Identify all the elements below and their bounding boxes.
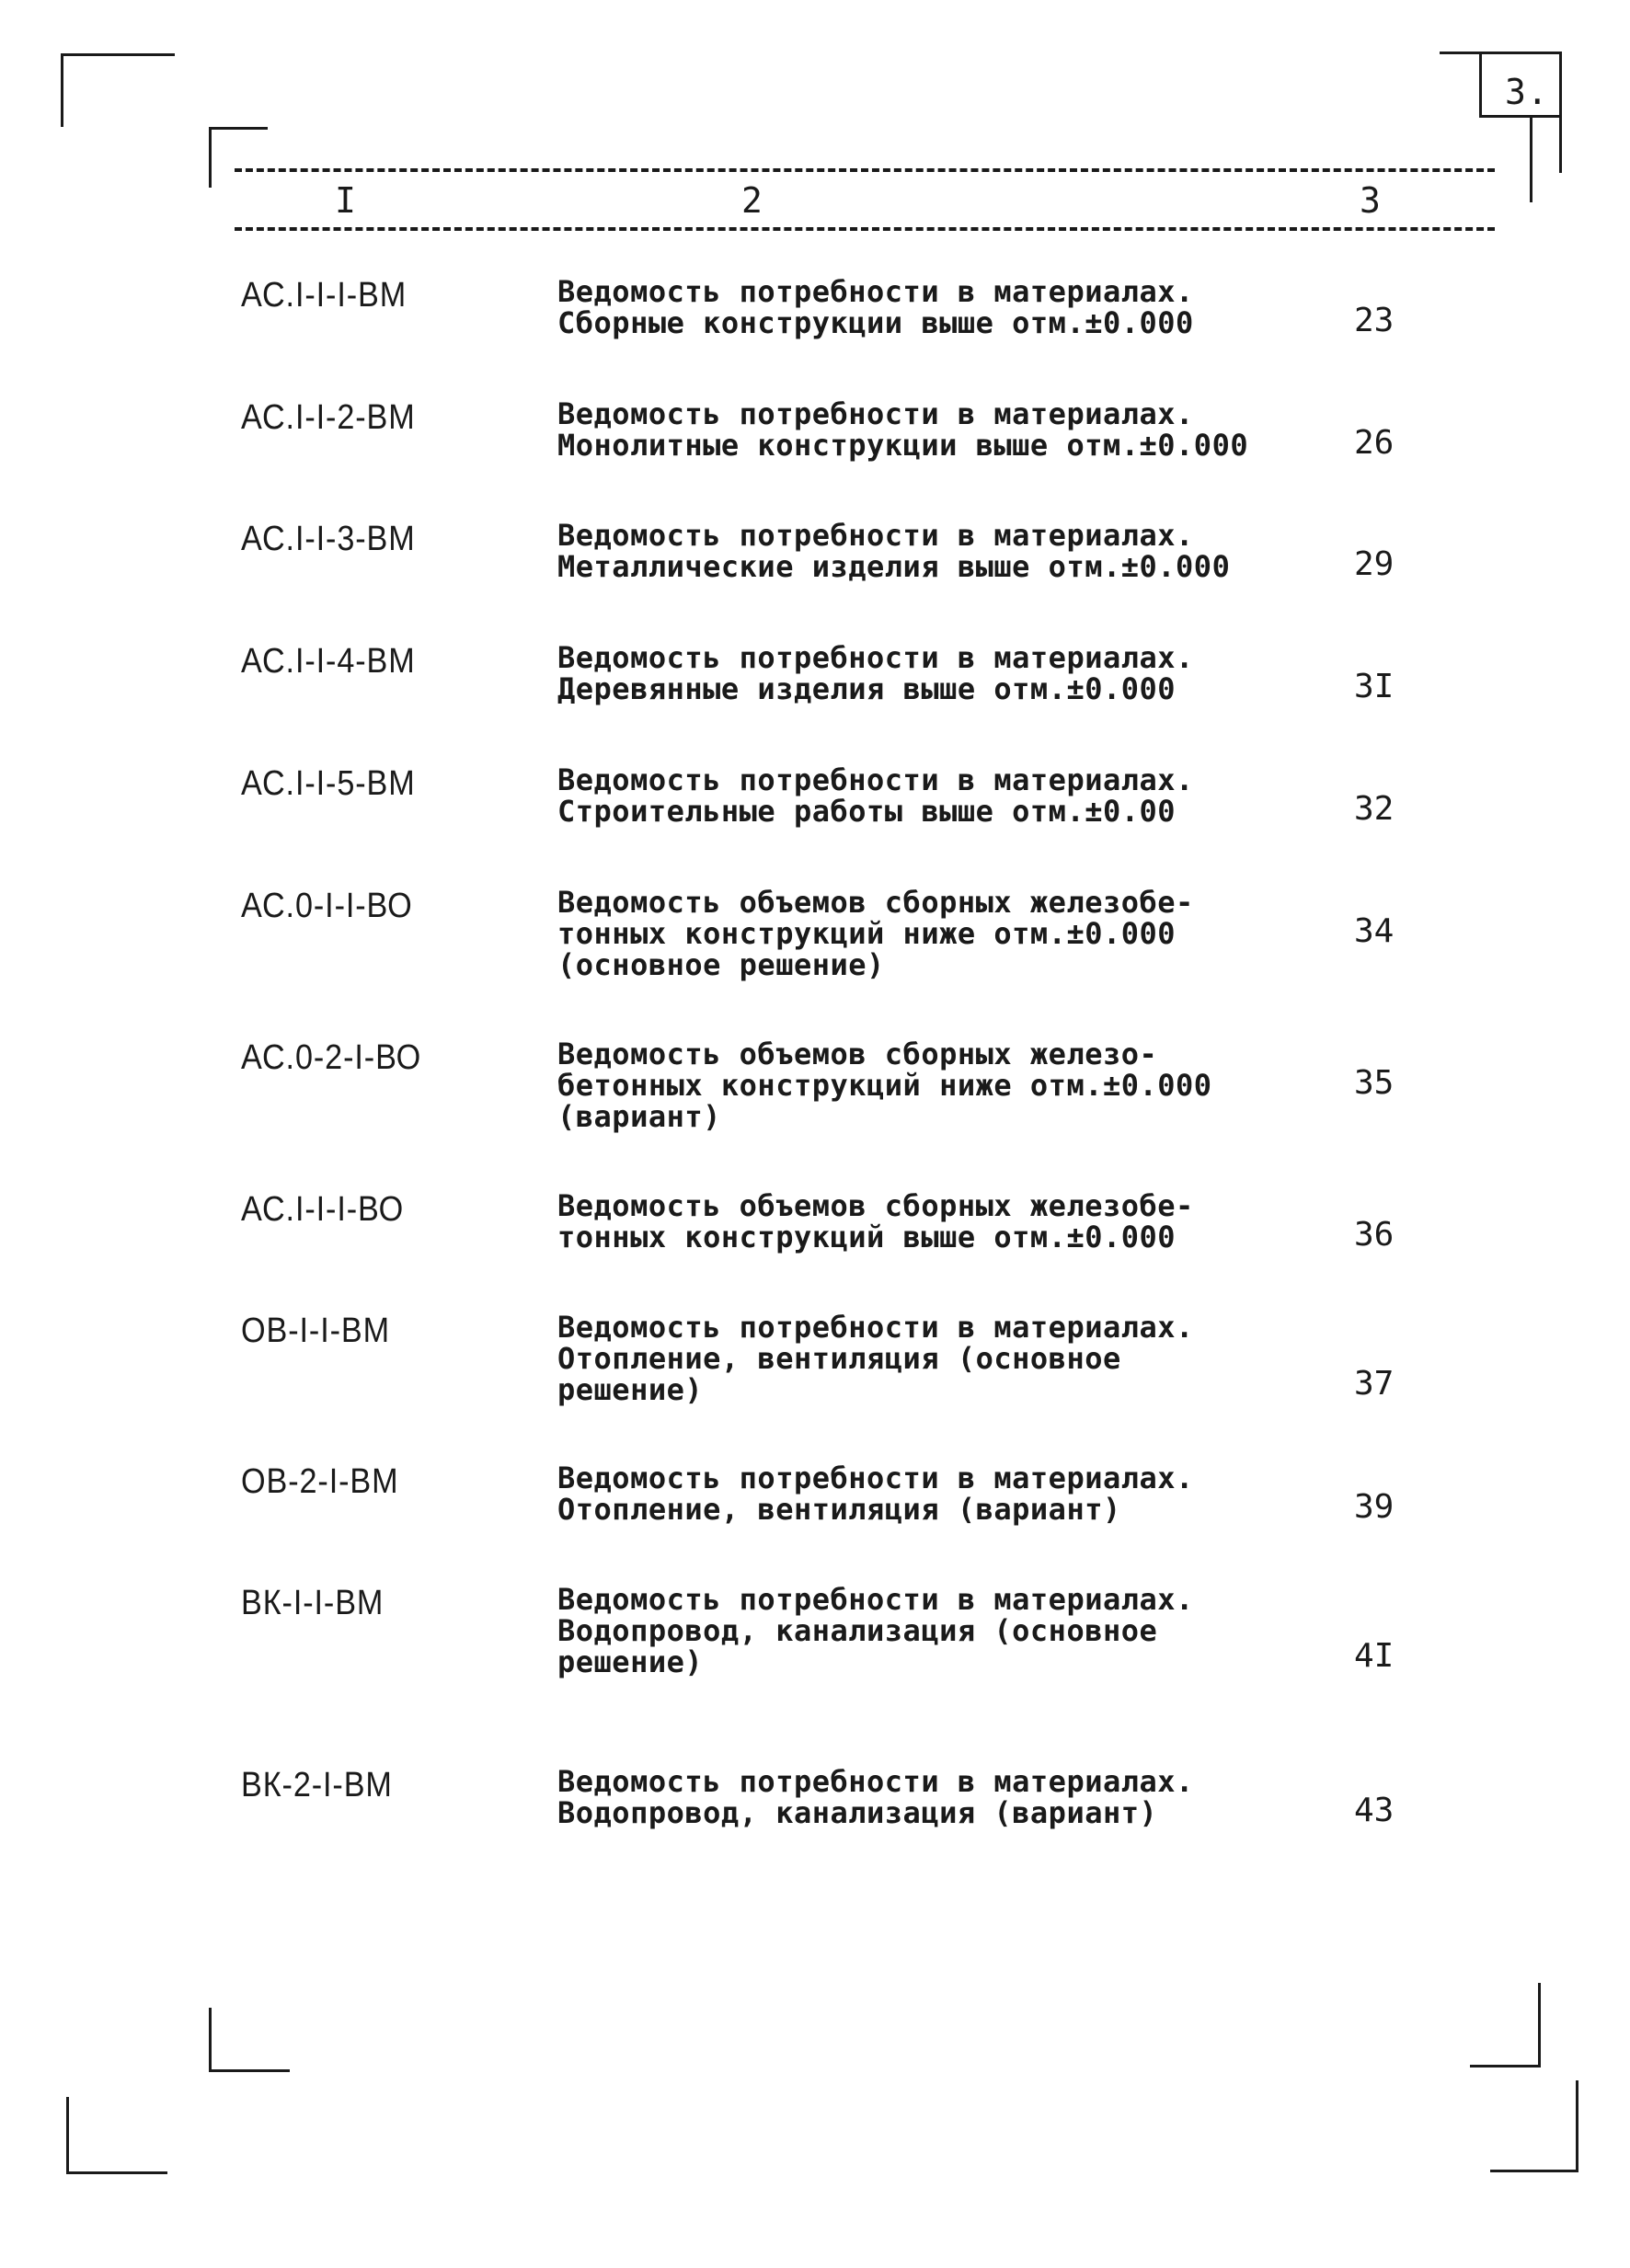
header-rule-bottom [235,227,1495,231]
document-title: Ведомость потребности в материалах. Строительные работы выше отм.±0.00 [557,762,1194,829]
page-ref: 34 [1354,912,1395,950]
page-ref: 23 [1354,302,1395,339]
page-ref: 37 [1354,1365,1395,1403]
corner-mark-bottom-left-v [66,2097,69,2174]
page-ref: 43 [1354,1792,1395,1829]
header-rule-top [235,168,1495,172]
corner-mark-inner-bottom-right-h [1470,2065,1541,2068]
document-code: АС.I-I-I-ВО [241,1190,405,1229]
corner-mark-inner-top-right-v [1530,118,1532,202]
document-title: Ведомость потребности в материалах. Водопровод, канализация (основное решение) [557,1582,1194,1679]
document-code: АС.0-I-I-ВО [241,887,413,925]
corner-mark-top-left-v [61,53,63,127]
corner-mark-inner-top-left-v [209,127,212,188]
page-ref: 39 [1354,1488,1395,1526]
page-ref: 3I [1354,668,1395,705]
page-ref: 29 [1354,545,1395,583]
column-header-3: 3 [1360,180,1381,221]
corner-mark-top-left-h [61,53,175,56]
corner-mark-inner-bottom-left-v [209,2008,212,2072]
document-title: Ведомость потребности в материалах. Деревянные изделия выше отм.±0.000 [557,640,1194,706]
document-title: Ведомость потребности в материалах. Водопровод, канализация (вариант) [557,1764,1194,1830]
document-code: ВК-2-I-ВМ [241,1766,393,1804]
document-title: Ведомость потребности в материалах. Металлические изделия выше отм.±0.000 [557,518,1231,584]
corner-mark-bottom-left-h [66,2171,167,2174]
document-title: Ведомость объемов сборных железобе- тонных конструкций выше отм.±0.000 [557,1188,1194,1254]
document-title: Ведомость потребности в материалах. Отопление, вентиляция (вариант) [557,1460,1194,1527]
corner-mark-bottom-right-v [1576,2080,1578,2172]
document-title: Ведомость потребности в материалах. Сборные конструкции выше отм.±0.000 [557,274,1194,340]
document-code: ОВ-2-I-ВМ [241,1462,399,1501]
page-ref: 26 [1354,424,1395,462]
document-title: Ведомость потребности в материалах. Отопление, вентиляция (основное решение) [557,1310,1194,1407]
page-ref: 35 [1354,1064,1395,1102]
corner-mark-inner-top-left-h [209,127,268,130]
column-header-1: I [335,180,356,221]
corner-mark-bottom-right-h [1490,2170,1578,2172]
document-code: АС.0-2-I-ВО [241,1038,422,1077]
document-title: Ведомость объемов сборных железо- бетонных конструкций ниже отм.±0.000 (вариант) [557,1037,1212,1134]
corner-mark-inner-bottom-right-v [1538,1983,1541,2068]
document-title: Ведомость объемов сборных железобе- тонных конструкций ниже отм.±0.000 (основное решение) [557,885,1194,982]
page-number: 3. [1505,72,1549,112]
corner-mark-inner-bottom-left-h [209,2069,290,2072]
column-header-2: 2 [741,180,763,221]
document-code: ОВ-I-I-ВМ [241,1312,390,1350]
page-ref: 4I [1354,1637,1395,1675]
page-ref: 32 [1354,790,1395,828]
page-ref: 36 [1354,1216,1395,1254]
document-code: АС.I-I-3-ВМ [241,520,416,558]
document-code: АС.I-I-2-ВМ [241,398,416,437]
document-code: АС.I-I-I-ВМ [241,276,408,315]
document-code: АС.I-I-5-ВМ [241,764,416,803]
document-code: АС.I-I-4-ВМ [241,642,416,681]
document-code: ВК-I-I-ВМ [241,1584,385,1622]
document-title: Ведомость потребности в материалах. Монолитные конструкции выше отм.±0.000 [557,396,1249,463]
